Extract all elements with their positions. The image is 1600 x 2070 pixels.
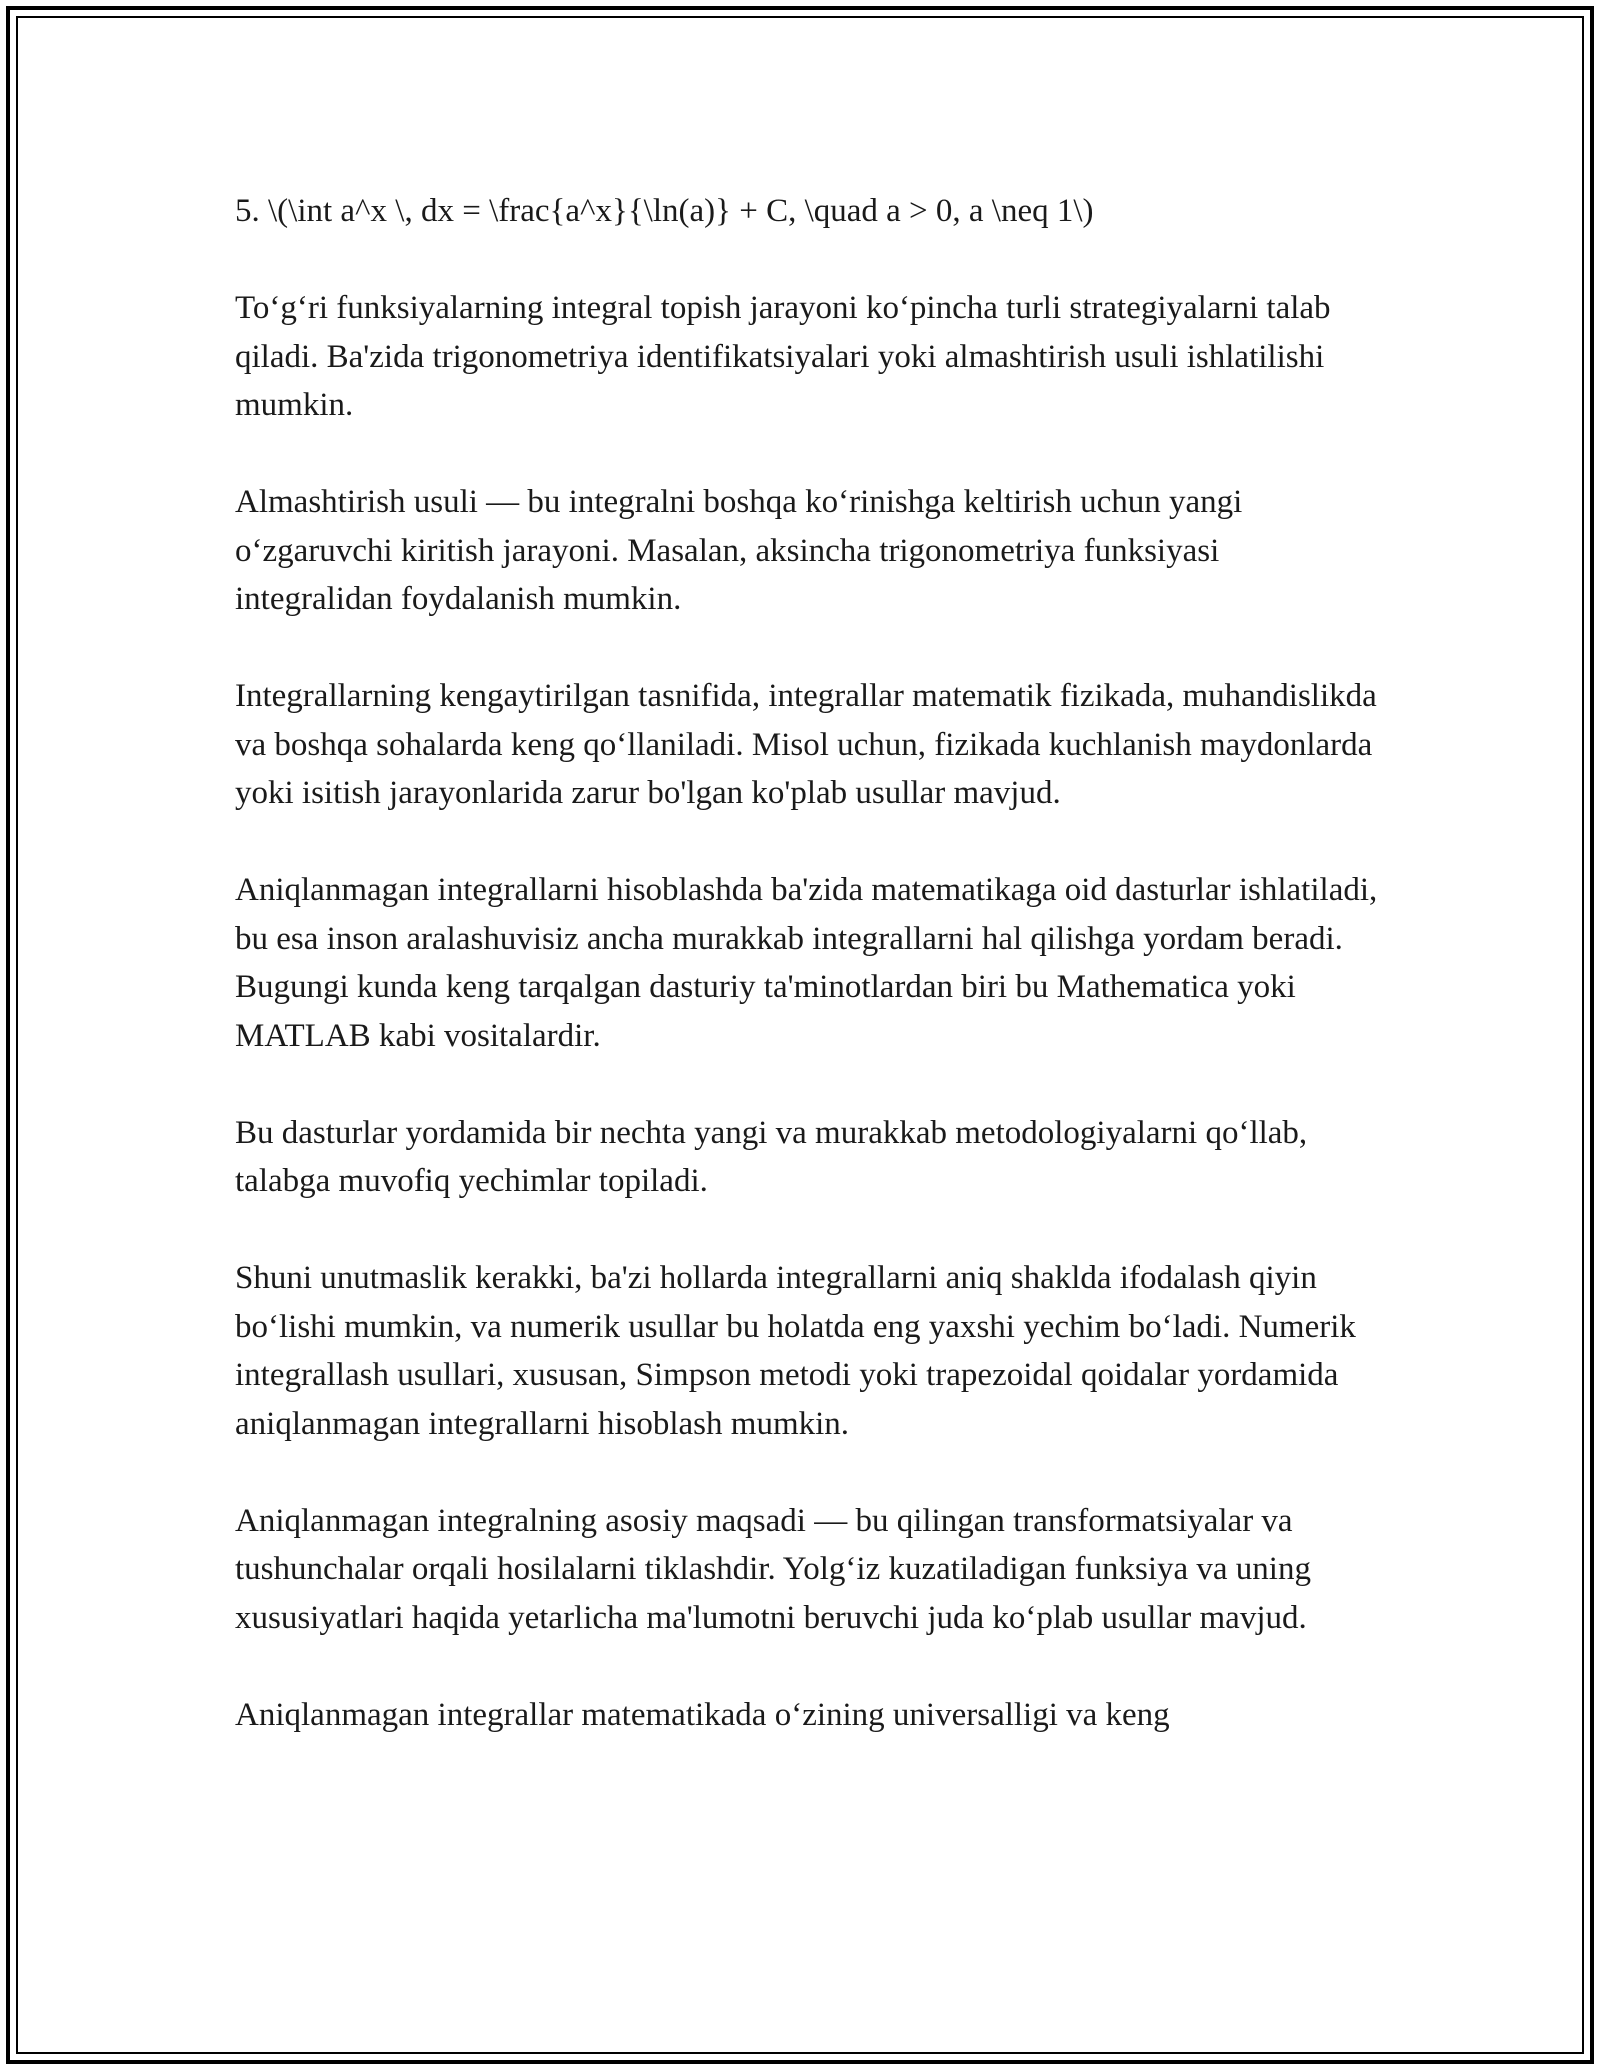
paragraph: Aniqlanmagan integrallarni hisoblashda ba'zida matematikaga oid dasturlar ishlatiladi, bu esa inson aralashuvisiz ancha murakkab integrallarni hal qilishga yordam beradi. Bugungi kunda keng tarqalgan dasturiy ta'minotlardan biri bu Mathematica yoki MATLAB kabi vositalardir. [235,872,1378,1054]
paragraph: Integrallarning kengaytirilgan tasnifida, integrallar matematik fizikada, muhandislikda va boshqa sohalarda keng qo‘llaniladi. Misol uchun, fizikada kuchlanish maydonlarda yoki isitish jarayonlarida zarur bo'lgan ko'plab usullar mavjud. [235,678,1377,811]
paragraph: Aniqlanmagan integralning asosiy maqsadi — bu qilingan transformatsiyalar va tushunchalar orqali hosilalarni tiklashdir. Yolg‘iz kuzatiladigan funksiya va uning xususiyatlari haqida yetarlicha ma'lumotni beruvchi juda ko‘plab usullar mavjud. [235,1502,1311,1636]
paragraph: Bu dasturlar yordamida bir nechta yangi va murakkab metodologiyalarni qo‘llab, talabga muvofiq yechimlar topiladi. [235,1114,1308,1199]
paragraph: Shuni unutmaslik kerakki, ba'zi hollarda integrallarni aniq shaklda ifodalash qiyin bo‘lishi mumkin, va numerik usullar bu holatda eng yaxshi yechim bo‘ladi. Numerik integrallash usullari, xususan, Simpson metodi yoki trapezoidal qoidalar yordamida aniqlanmagan integrallarni hisoblash mumkin. [235,1260,1356,1442]
paragraph: To‘g‘ri funksiyalarning integral topish jarayoni ko‘pincha turli strategiyalarni talab qiladi. Ba'zida trigonometriya identifikatsiyalari yoki almashtirish usuli ishlatilishi mumkin. [235,290,1331,423]
paragraph-formula: 5. \(\int a^x \, dx = \frac{a^x}{\ln(a)} + C, \quad a > 0, a \neq 1\) [235,193,1094,229]
document-body [235,187,1385,1788]
paragraph: Aniqlanmagan integrallar matematikada o‘zining universalligi va keng [235,1696,1170,1733]
paragraph: Almashtirish usuli — bu integralni boshqa ko‘rinishga keltirish uchun yangi o‘zgaruvchi kiritish jarayoni. Masalan, aksincha trigonometriya funksiyasi integralidan foydalanish mumkin. [235,484,1243,617]
